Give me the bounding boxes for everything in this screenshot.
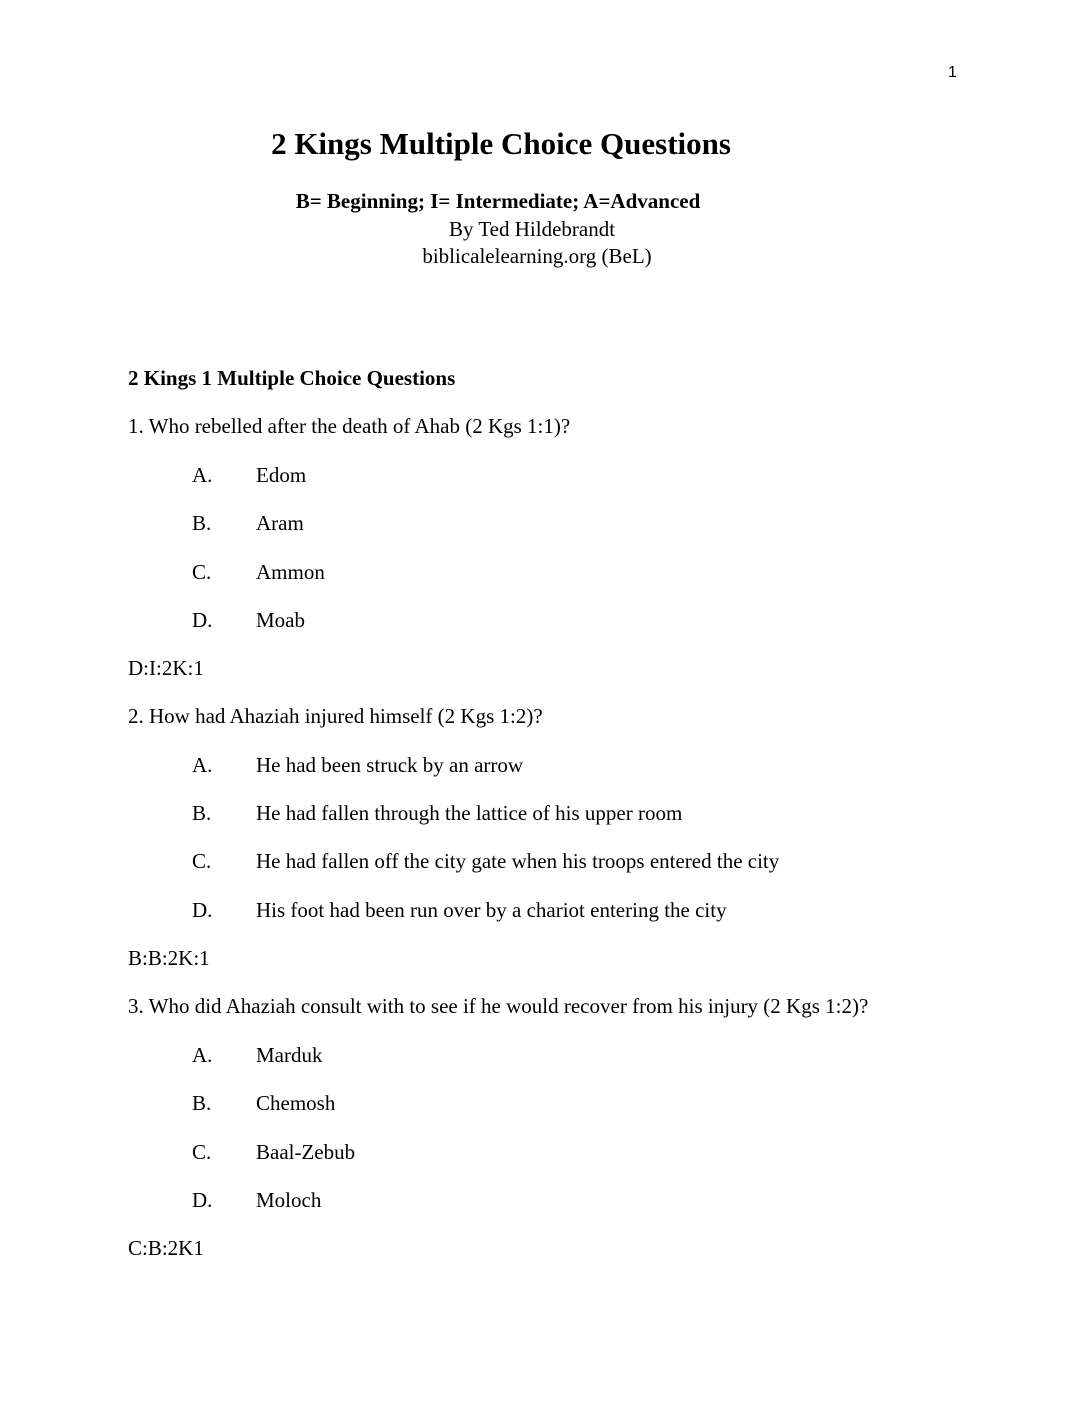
question-1-option-c-letter: C. bbox=[192, 560, 212, 584]
question-3-option-a-letter: A. bbox=[192, 1043, 213, 1067]
question-3-option-c-text: Baal-Zebub bbox=[256, 1140, 356, 1164]
question-3-option-b-letter: B. bbox=[192, 1091, 212, 1115]
question-1-option-c-text: Ammon bbox=[256, 560, 325, 584]
levels-legend: B= Beginning; I= Intermediate; A=Advanced bbox=[295, 189, 701, 213]
question-2-option-c-letter: C. bbox=[192, 849, 212, 873]
question-2-option-a-text: He had been struck by an arrow bbox=[256, 753, 524, 777]
question-1-option-d-letter: D. bbox=[192, 608, 213, 632]
document-title: 2 Kings Multiple Choice Questions bbox=[271, 126, 731, 161]
question-1-option-a-letter: A. bbox=[192, 463, 213, 487]
website-line: biblicalelearning.org (BeL) bbox=[422, 244, 652, 268]
question-1-option-a-text: Edom bbox=[256, 463, 307, 487]
question-3-text: 3. Who did Ahaziah consult with to see if he would recover from his injury (2 Kgs 1:2)? bbox=[128, 994, 869, 1018]
question-3-option-c-letter: C. bbox=[192, 1140, 212, 1164]
question-3-option-d-text: Moloch bbox=[256, 1188, 322, 1212]
question-1-option-b-letter: B. bbox=[192, 511, 212, 535]
author-line: By Ted Hildebrandt bbox=[448, 217, 616, 241]
question-1-text: 1. Who rebelled after the death of Ahab (2 Kgs 1:1)? bbox=[128, 414, 571, 438]
question-2-option-b-text: He had fallen through the lattice of his upper room bbox=[256, 801, 683, 825]
question-1-option-d-text: Moab bbox=[256, 608, 305, 632]
page-number: 1 bbox=[948, 64, 957, 81]
question-3-option-b-text: Chemosh bbox=[256, 1091, 336, 1115]
question-3-option-d-letter: D. bbox=[192, 1188, 213, 1212]
question-2-option-c-text: He had fallen off the city gate when his troops entered the city bbox=[256, 849, 780, 873]
question-3-answer-key: C:B:2K1 bbox=[128, 1236, 204, 1260]
question-2-option-d-text: His foot had been run over by a chariot entering the city bbox=[256, 898, 727, 922]
question-2-option-d-letter: D. bbox=[192, 898, 213, 922]
section-heading: 2 Kings 1 Multiple Choice Questions bbox=[128, 366, 456, 390]
question-2-answer-key: B:B:2K:1 bbox=[128, 946, 210, 970]
question-2-option-a-letter: A. bbox=[192, 753, 213, 777]
question-1-option-b-text: Aram bbox=[256, 511, 304, 535]
question-1-answer-key: D:I:2K:1 bbox=[128, 656, 204, 680]
question-3-option-a-text: Marduk bbox=[256, 1043, 323, 1067]
question-2-option-b-letter: B. bbox=[192, 801, 212, 825]
question-2-text: 2. How had Ahaziah injured himself (2 Kgs 1:2)? bbox=[128, 704, 543, 728]
